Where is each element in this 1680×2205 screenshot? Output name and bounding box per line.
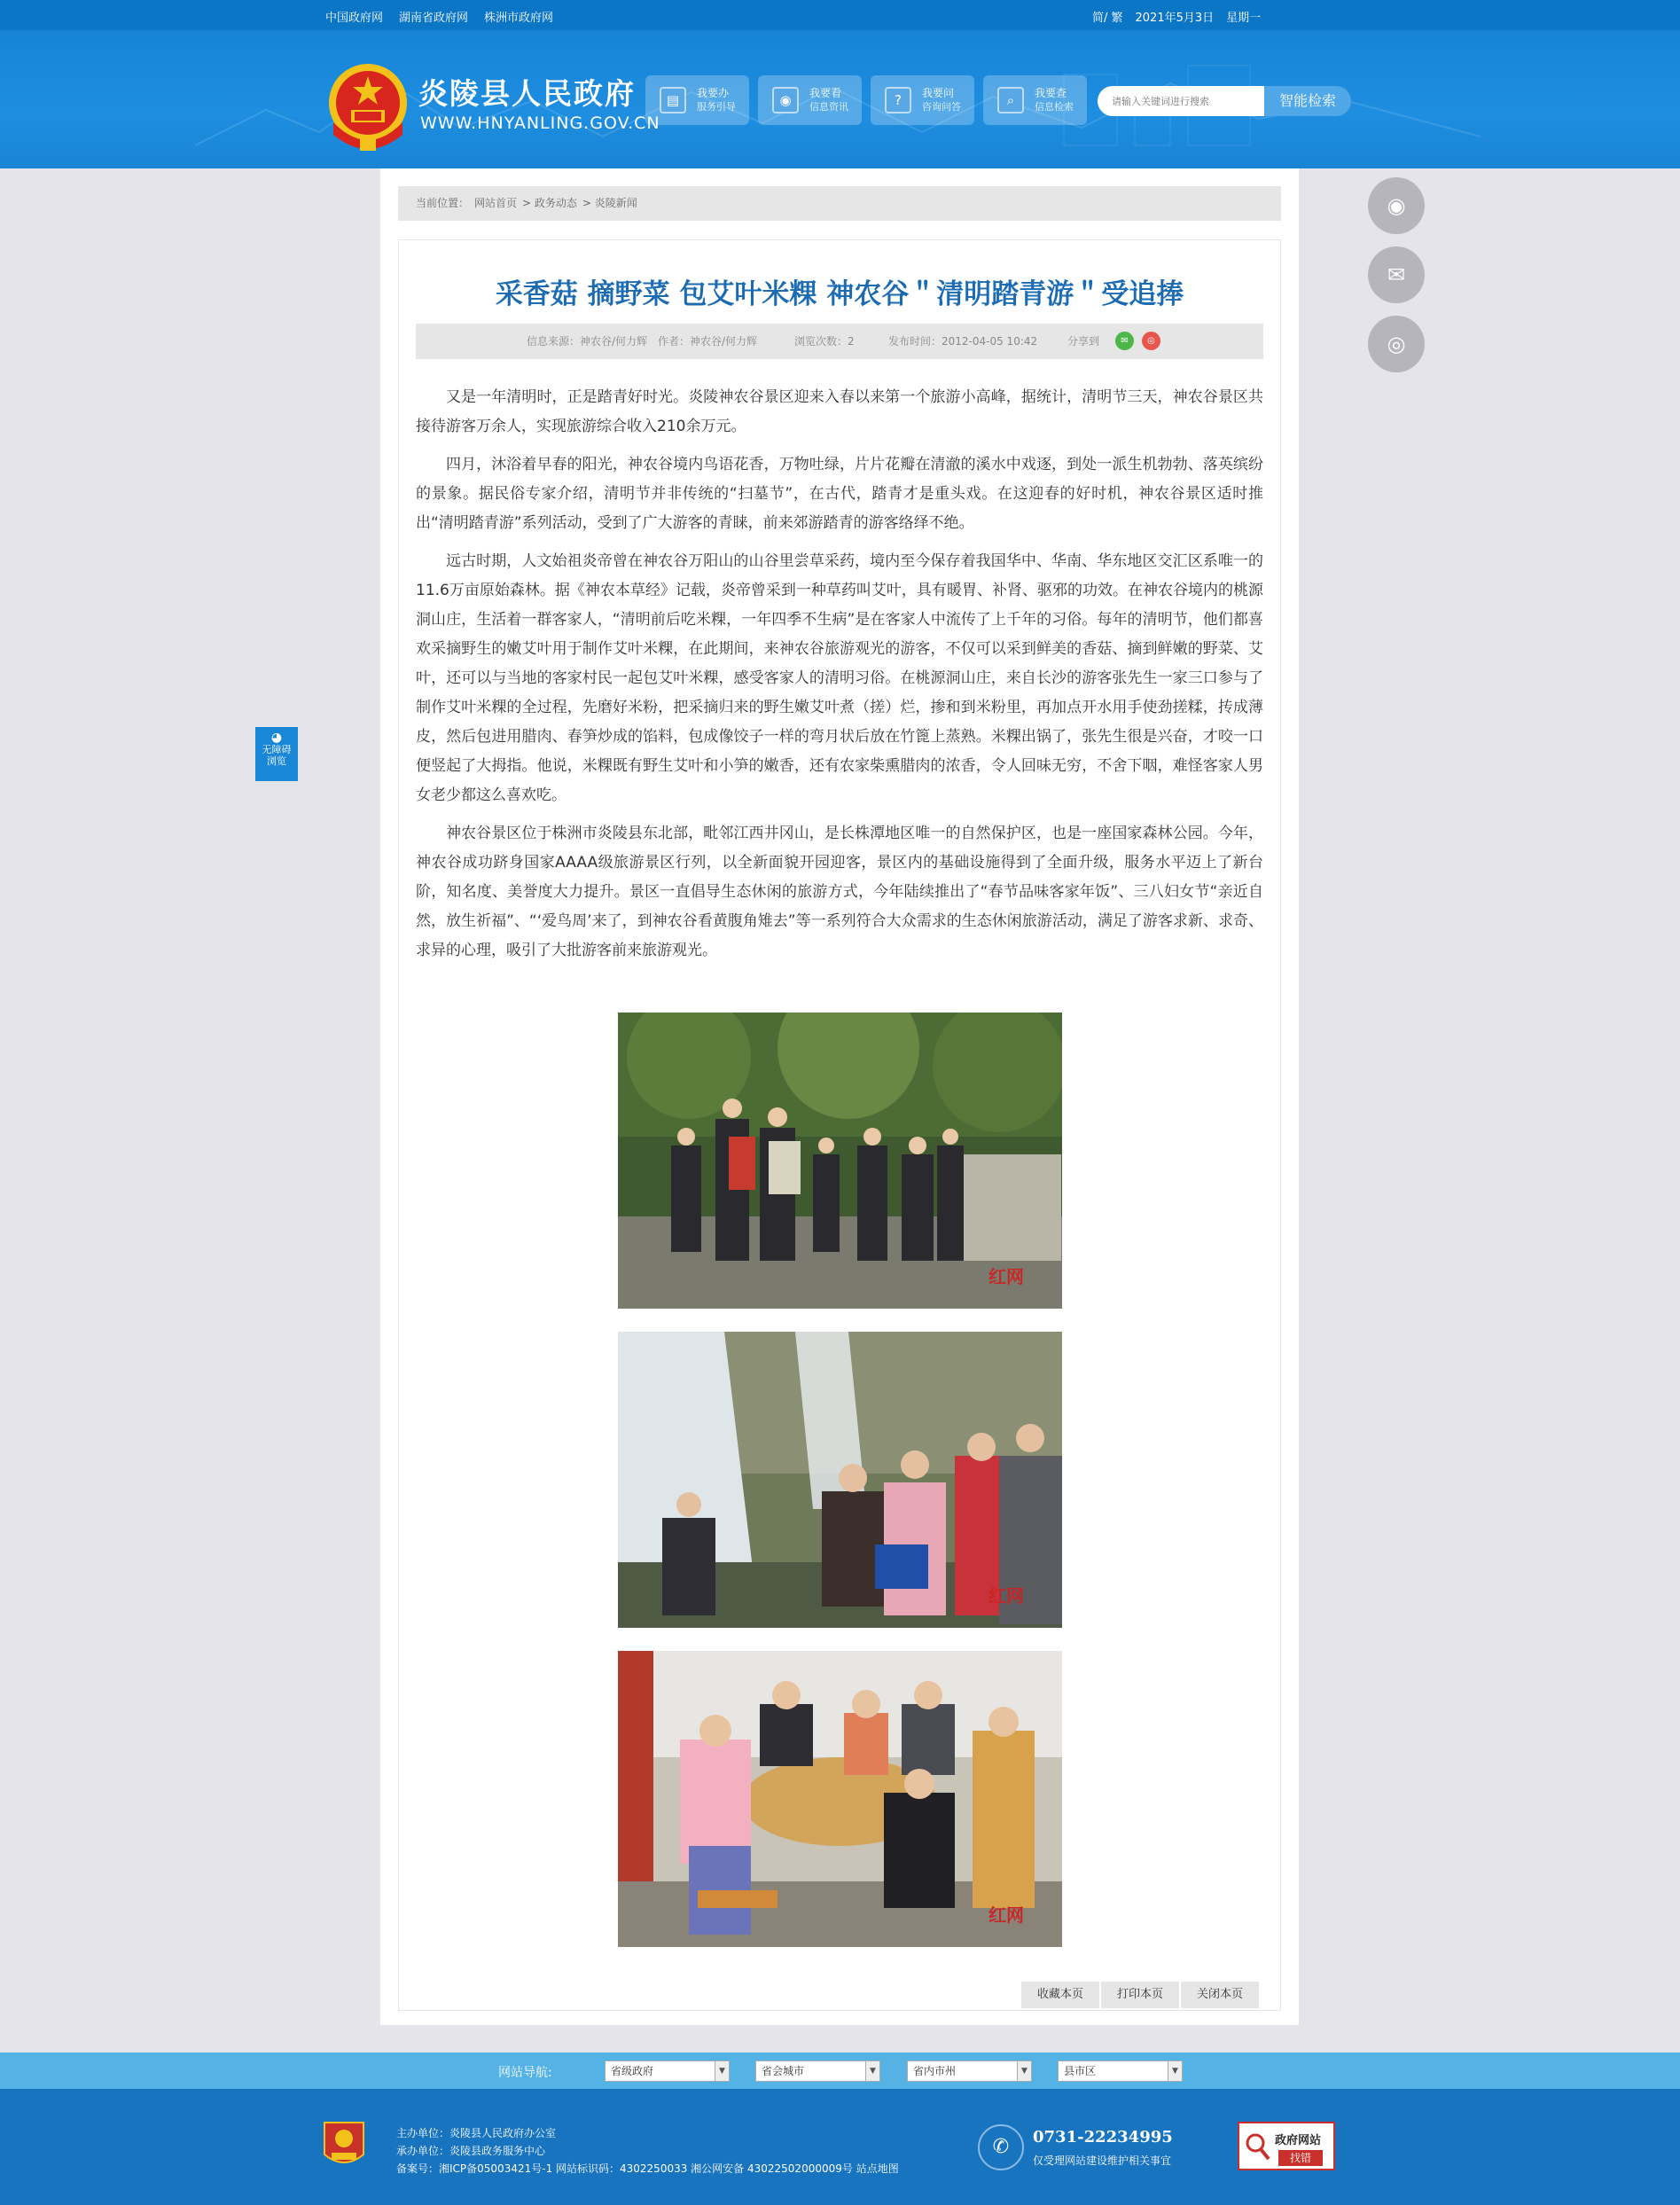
select-capital-city[interactable]	[755, 2060, 880, 2082]
national-emblem-icon	[324, 60, 411, 152]
breadcrumb	[398, 186, 1281, 221]
quick-sub: 服务引导	[697, 101, 736, 113]
quick-label: 我要办	[697, 87, 730, 99]
quick-sub: 信息资讯	[809, 101, 848, 113]
paragraph: 神农谷景区位于株洲市炎陵县东北部，毗邻江西井冈山，是长株潭地区唯一的自然保护区，也是一座国家森林公园。今年，神农谷成功跻身国家AAAA级旅游景区行列，以全新面貌开园迎客，景区内的基础设施得到了全面升级，服务水平迈上了新台阶，知名度、美誉度大力提升。景区一直倡导生态休闲的旅游方式，今年陆续推出了“春节品味客家年饭”、三八妇女节“亲近自然，放生祈福”、“‘爱鸟周’来了，到神农谷看黄腹角雉去”等一系列符合大众需求的生态休闲旅游活动，满足了游客求新、求奇、求异的心理，吸引了大批游客前来旅游观光。	[416, 825, 1263, 959]
article-photo-1	[618, 1013, 1062, 1309]
article-photo-3	[618, 1651, 1062, 1947]
article-photo-2	[618, 1332, 1062, 1628]
chevron-down-icon: ▼	[1168, 2061, 1182, 2081]
footer-organizer: 承办单位：炎陵县政务服务中心	[396, 2145, 546, 2157]
breadcrumb-prefix: 当前位置：	[416, 197, 470, 209]
meta-share-label: 分享到	[1067, 335, 1100, 348]
report-error-button[interactable]	[1238, 2122, 1335, 2170]
photo-watermark: 红网	[988, 1266, 1024, 1287]
photo-watermark: 红网	[988, 1904, 1024, 1926]
footer-info	[396, 2124, 899, 2178]
top-right	[1092, 8, 1261, 25]
footer-host: 主办单位：炎陵县人民政府办公室	[396, 2127, 557, 2139]
eye-icon: ◉	[772, 87, 799, 113]
paragraph: 远古时期，人文始祖炎帝曾在神农谷万阳山的山谷里尝草采药，境内至今保存着我国华中、华南、华东地区交汇区系唯一的11.6万亩原始森林。据《神农本草经》记载，炎帝曾采到一种草药叫艾叶，具有暖胃、补肾、驱邪的功效。在神农谷境内的桃源洞山庄，生活着一群客家人，“清明前后吃米粿，一年四季不生病”是在客家人中流传了上千年的习俗。每年的清明节，他们都喜欢采摘野生的嫩艾叶用于制作艾叶米粿，在此期间，来神农谷旅游观光的游客，不仅可以采到鲜美的香菇、摘到鲜嫩的野菜、艾叶，还可以与当地的客家村民一起包艾叶米粿，感受客家人的清明习俗。在桃源洞山庄，来自长沙的游客张先生一家三口参与了制作艾叶米粿的全过程，先磨好米粉，把采摘归来的野生嫩艾叶煮（搓）烂，掺和到米粉里，再加点开水用手使劲搓糅，抟成薄皮，然后包进用腊肉、春笋炒成的馅料，包成像饺子一样的弯月状后放在竹篦上蒸熟。米粿出锅了，张先生很是兴奋，才咬一口便竖起了大拇指。他说，米粿既有野生艾叶和小笋的嫩香，还有农家柴熏腊肉的浓香，令人回味无穷，不舍下咽，难怪客家人男女老少都这么喜欢吃。	[416, 552, 1263, 804]
accessibility-icon: ◕	[270, 731, 283, 745]
quick-link-service[interactable]	[645, 75, 749, 125]
report-title: 政府网站	[1275, 2134, 1322, 2147]
accessibility-label-2: 浏览	[267, 755, 286, 767]
quick-link-search[interactable]	[983, 75, 1087, 125]
eye-icon[interactable]: ◉	[1368, 177, 1425, 234]
search-button[interactable]: 智能检索	[1264, 86, 1351, 116]
quick-label: 我要问	[922, 87, 955, 99]
top-links	[325, 8, 553, 25]
select-value: 县市区	[1064, 2065, 1097, 2077]
quick-link-info[interactable]	[758, 75, 862, 125]
report-label: 找错	[1278, 2150, 1323, 2166]
phone-icon: ✆	[978, 2124, 1024, 2170]
quick-sub: 咨询问答	[922, 101, 961, 113]
bookmark-button[interactable]: 收藏本页	[1021, 1982, 1099, 2008]
document-icon: ▤	[660, 87, 686, 113]
meta-author: 作者：神农谷/何力辉	[658, 335, 758, 348]
site-domain: WWW.HNYANLING.GOV.CN	[420, 113, 660, 133]
lang-switch[interactable]: 简/ 繁	[1092, 12, 1123, 25]
date-text: 2021年5月3日	[1135, 12, 1215, 25]
site-footer	[0, 2089, 1680, 2205]
paragraph: 四月，沐浴着早春的阳光，神农谷境内鸟语花香，万物吐绿，片片花瓣在清澈的溪水中戏逐，到处一派生机勃勃、落英缤纷的景象。据民俗专家介绍，清明节并非传统的“扫墓节”，在古代，踏青才是重头戏。在这迎春的好时机，神农谷景区适时推出“清明踏青游”系列活动，受到了广大游客的青睐，前来郊游踏青的游客络绎不绝。	[416, 456, 1263, 532]
chevron-down-icon: ▼	[865, 2061, 879, 2081]
link-central-gov[interactable]: 中国政府网	[325, 12, 384, 25]
select-value: 省内市州	[913, 2065, 957, 2077]
breadcrumb-news[interactable]: > 政务动态	[522, 197, 577, 209]
breadcrumb-home[interactable]: 网站首页	[474, 197, 518, 209]
wechat-share-icon[interactable]: ✉	[1115, 332, 1134, 350]
quick-link-ask[interactable]	[871, 75, 974, 125]
close-button[interactable]: 关闭本页	[1181, 1982, 1259, 2008]
magnifier-icon	[1245, 2131, 1271, 2162]
article-title: 采香菇 摘野菜 包艾叶米粿 神农谷＂清明踏青游＂受追捧	[495, 278, 1184, 310]
weekday-text: 星期一	[1226, 12, 1262, 25]
link-hunan-gov[interactable]: 湖南省政府网	[399, 12, 469, 25]
top-bar	[0, 0, 1680, 30]
footer-phone-note: 仅受理网站建设维护相关事宜	[1033, 2154, 1172, 2167]
chevron-down-icon: ▼	[1017, 2061, 1031, 2081]
search-input[interactable]	[1098, 86, 1266, 116]
footer-nav-label: 网站导航:	[498, 2066, 552, 2080]
meta-published: 发布时间：2012-04-05 10:42	[888, 335, 1038, 348]
select-value: 省级政府	[611, 2065, 654, 2077]
meta-views: 浏览次数：2	[794, 335, 855, 348]
link-zhuzhou-gov[interactable]: 株洲市政府网	[484, 12, 554, 25]
quick-label: 我要看	[809, 87, 842, 99]
chevron-down-icon: ▼	[715, 2061, 729, 2081]
party-emblem-icon[interactable]	[321, 2119, 367, 2172]
weibo-share-icon[interactable]: ◎	[1142, 332, 1160, 350]
select-provincial-gov[interactable]	[605, 2060, 730, 2082]
paragraph: 又是一年清明时，正是踏青好时光。炎陵神农谷景区迎来入春以来第一个旅游小高峰，据统计，清明节三天，神农谷景区共接待游客万余人，实现旅游综合收入210余万元。	[416, 388, 1263, 435]
footer-nav	[0, 2053, 1680, 2089]
wechat-icon[interactable]: ✉	[1368, 246, 1425, 303]
accessibility-label-1: 无障碍	[262, 744, 292, 755]
quick-sub: 信息检索	[1035, 101, 1074, 113]
article-body	[416, 383, 1263, 974]
accessibility-button[interactable]	[255, 727, 298, 781]
footer-phone: 0731-22234995	[1033, 2128, 1173, 2146]
meta-source: 信息来源：神农谷/何力辉	[527, 335, 648, 348]
select-city[interactable]	[907, 2060, 1032, 2082]
article-meta	[416, 324, 1263, 359]
question-icon: ?	[885, 87, 911, 113]
breadcrumb-local[interactable]: > 炎陵新闻	[582, 197, 637, 209]
quick-label: 我要查	[1035, 87, 1067, 99]
footer-record[interactable]: 备案号：湘ICP备05003421号-1 网站标识码：4302250033 湘公网安备 43022502000009号 站点地图	[396, 2162, 899, 2175]
site-header	[0, 30, 1680, 168]
select-county[interactable]	[1058, 2060, 1183, 2082]
print-button[interactable]: 打印本页	[1101, 1982, 1179, 2008]
select-value: 省会城市	[762, 2065, 805, 2077]
site-title[interactable]: 炎陵县人民政府	[418, 76, 636, 111]
article-actions	[1021, 1982, 1259, 2008]
weibo-icon[interactable]: ◎	[1368, 316, 1425, 372]
photo-watermark: 红网	[988, 1585, 1024, 1607]
search-icon: ⌕	[997, 87, 1024, 113]
